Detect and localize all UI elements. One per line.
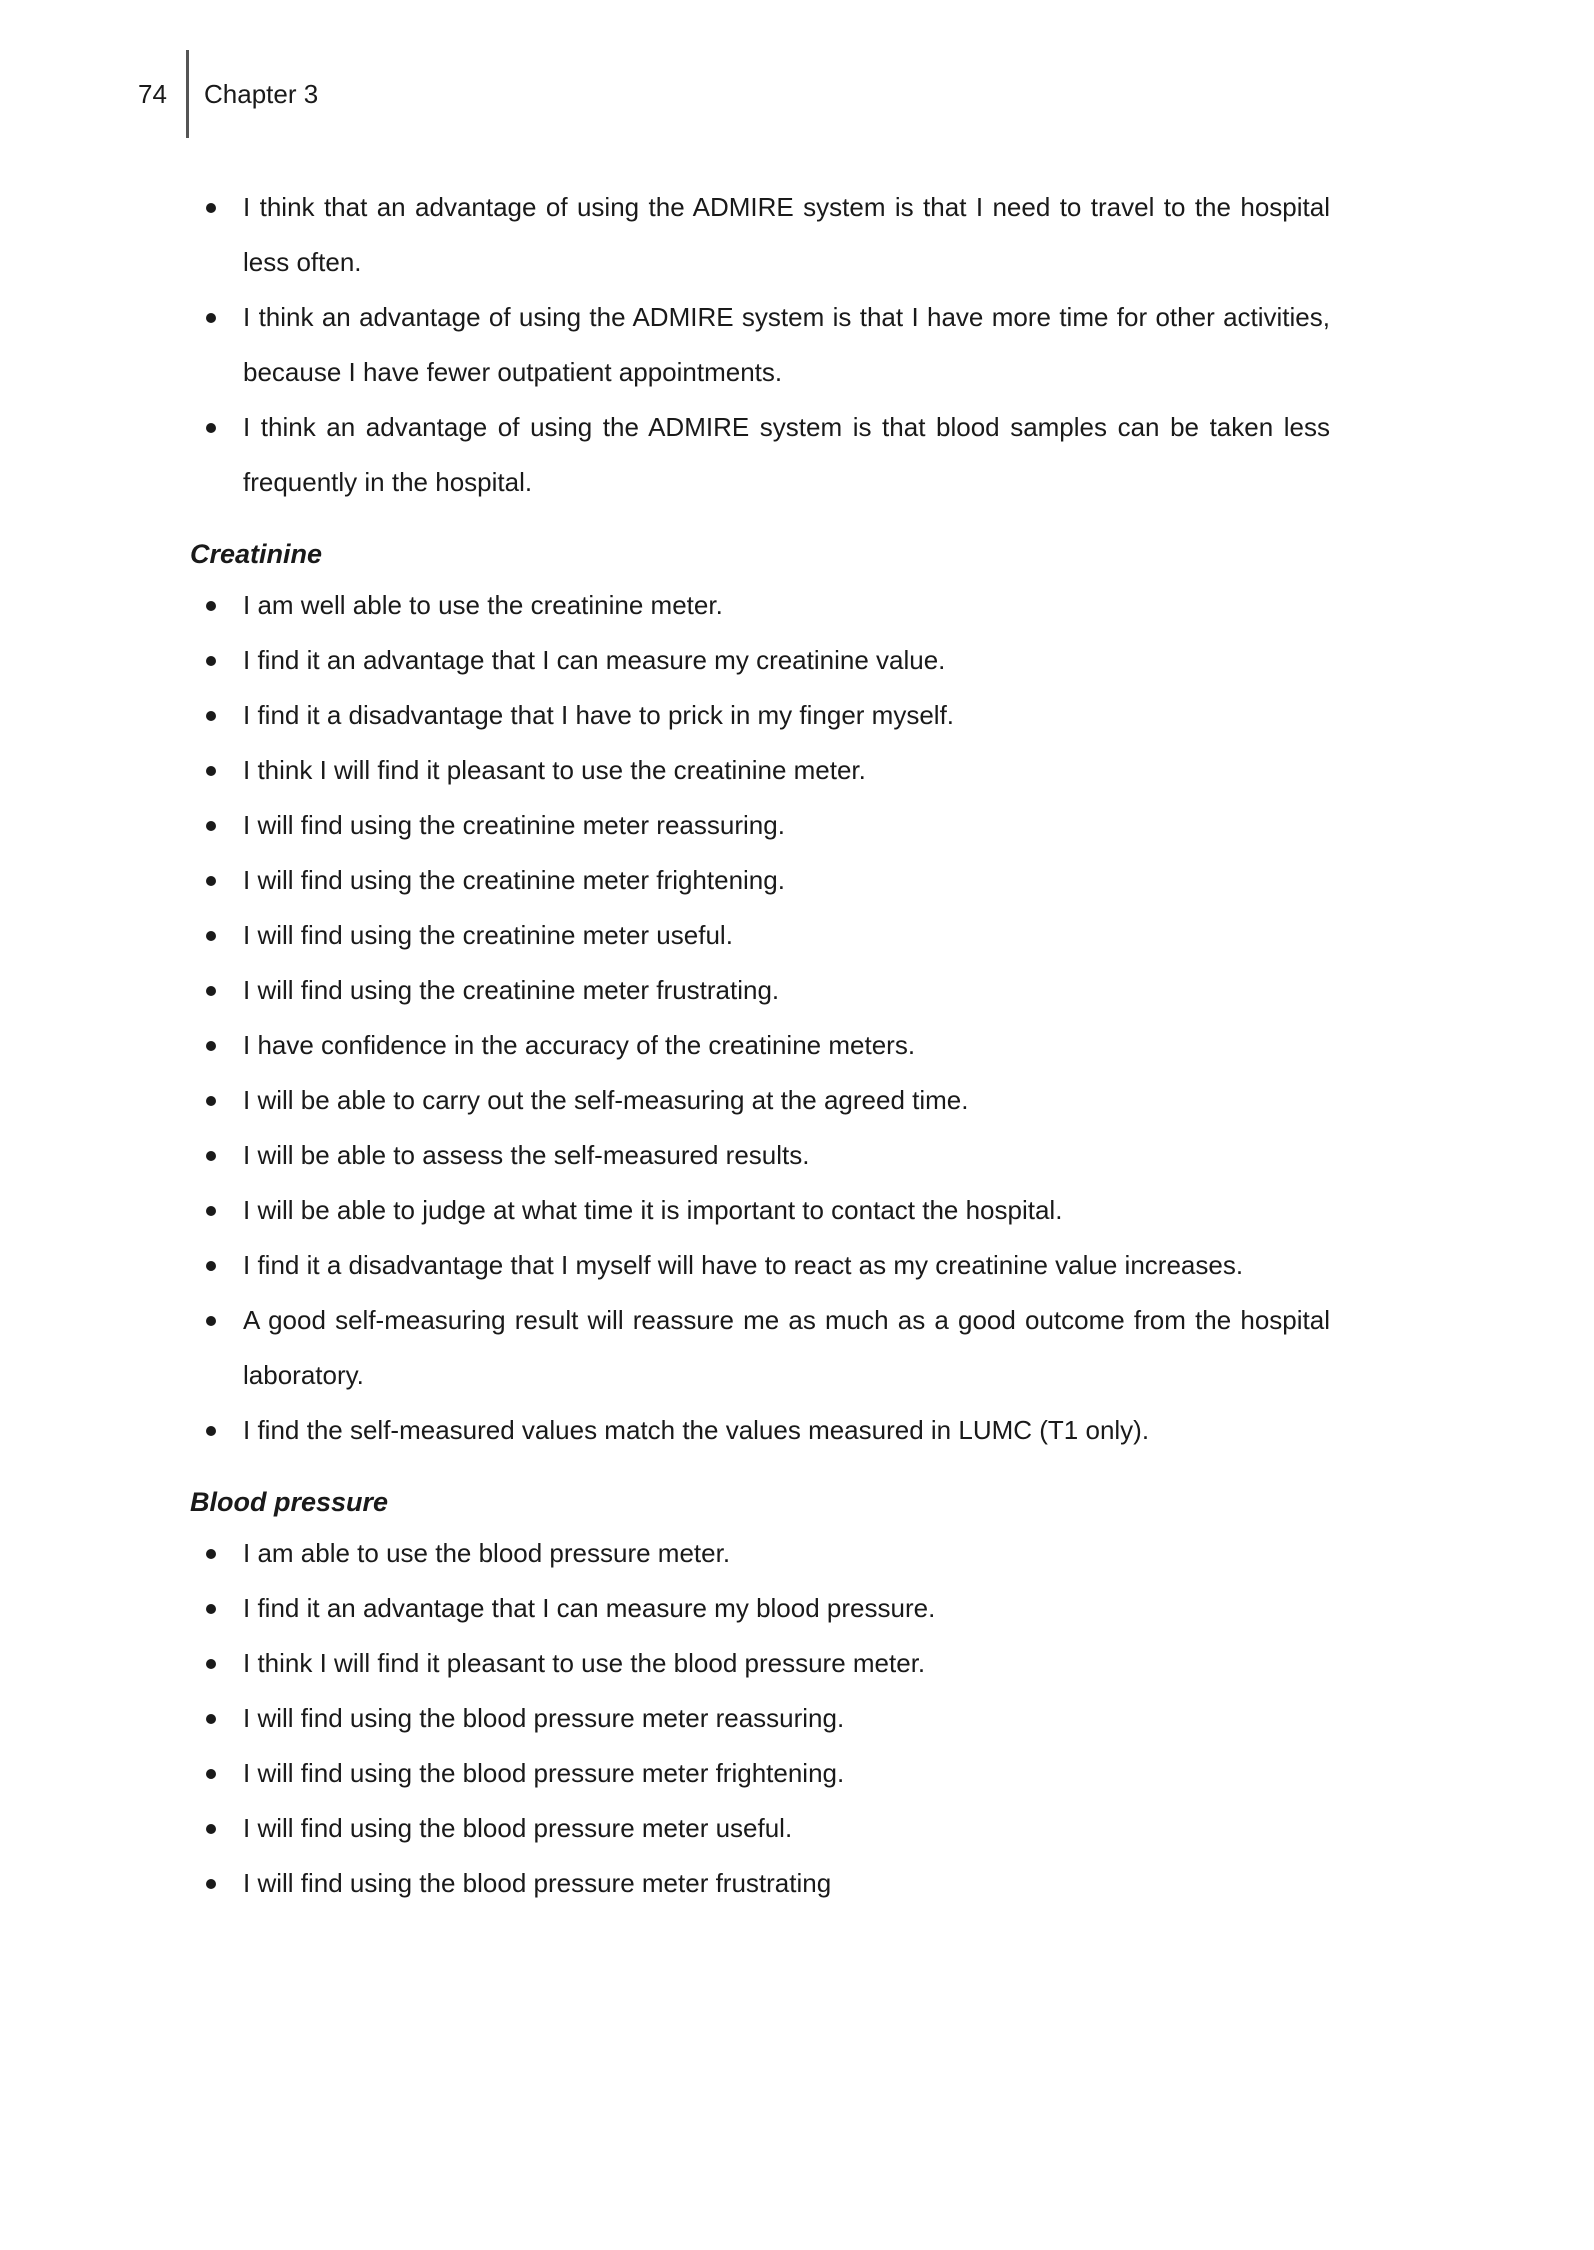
- list-item-text: I will find using the blood pressure meter frustrating: [243, 1868, 832, 1898]
- list-item: [190, 908, 1330, 963]
- bullet-icon: [206, 601, 216, 611]
- list-item-text: I find it an advantage that I can measure my blood pressure.: [243, 1593, 936, 1623]
- list-item-text: I will find using the blood pressure meter useful.: [243, 1813, 793, 1843]
- chapter-title: Chapter 3: [204, 79, 319, 109]
- list-item: [190, 633, 1330, 688]
- list-item: [190, 1073, 1330, 1128]
- bullet-icon: [206, 1206, 216, 1216]
- list-item-text: I will be able to assess the self-measured results.: [243, 1140, 810, 1170]
- list-item-text: I find it an advantage that I can measure my creatinine value.: [243, 645, 946, 675]
- bullet-icon: [206, 1714, 216, 1724]
- list-item: [190, 1746, 1330, 1801]
- list-item: [190, 963, 1330, 1018]
- list-item: [190, 798, 1330, 853]
- list-item-text: I will be able to judge at what time it is important to contact the hospital.: [243, 1195, 1063, 1225]
- list-item: [190, 1238, 1330, 1293]
- list-item: [190, 688, 1330, 743]
- list-item-text: I find it a disadvantage that I myself will have to react as my creatinine value increases.: [243, 1250, 1244, 1280]
- list-item: [190, 400, 1330, 510]
- bullet-icon: [206, 766, 216, 776]
- bullet-icon: [206, 711, 216, 721]
- bullet-icon: [206, 656, 216, 666]
- list-item: [190, 1526, 1330, 1581]
- bullet-icon: [206, 1879, 216, 1889]
- bullet-icon: [206, 1604, 216, 1614]
- page-number: 74: [138, 79, 167, 109]
- list-item: [190, 1403, 1330, 1458]
- list-item-text: I think that an advantage of using the ADMIRE system is that I need to travel to the hospital less often.: [243, 192, 1330, 277]
- list-item: [190, 1018, 1330, 1073]
- list-item-text: I have confidence in the accuracy of the creatinine meters.: [243, 1030, 916, 1060]
- list-item: [190, 290, 1330, 400]
- list-item-text: I will find using the blood pressure meter frightening.: [243, 1758, 845, 1788]
- list-item-text: I find the self-measured values match the values measured in LUMC (T1 only).: [243, 1415, 1150, 1445]
- bullet-icon: [206, 1316, 216, 1326]
- bullet-icon: [206, 203, 216, 213]
- bullet-icon: [206, 1549, 216, 1559]
- bullet-icon: [206, 1426, 216, 1436]
- bullet-icon: [206, 1151, 216, 1161]
- list-item-text: I will find using the creatinine meter reassuring.: [243, 810, 785, 840]
- bullet-icon: [206, 1261, 216, 1271]
- bullet-icon: [206, 313, 216, 323]
- bullet-icon: [206, 876, 216, 886]
- bullet-icon: [206, 1096, 216, 1106]
- list-item: [190, 578, 1330, 633]
- list-item-text: I will find using the creatinine meter frightening.: [243, 865, 785, 895]
- list-item-text: I am able to use the blood pressure meter.: [243, 1538, 731, 1568]
- list-item-text: I am well able to use the creatinine meter.: [243, 590, 723, 620]
- bullet-icon: [206, 423, 216, 433]
- list-item: [190, 743, 1330, 798]
- list-item: [190, 1801, 1330, 1856]
- section-heading-blood-pressure: Blood pressure: [190, 1487, 389, 1517]
- section-heading-creatinine: Creatinine: [190, 539, 323, 569]
- list-item-text: I think an advantage of using the ADMIRE system is that blood samples can be taken less frequently in the hospital.: [243, 412, 1330, 497]
- list-item: [190, 1856, 1330, 1911]
- intro-list: [190, 180, 1330, 510]
- bullet-icon: [206, 1769, 216, 1779]
- list-item-text: I will find using the blood pressure meter reassuring.: [243, 1703, 845, 1733]
- blood-pressure-list: [190, 1526, 1330, 1911]
- list-item: [190, 1636, 1330, 1691]
- bullet-icon: [206, 931, 216, 941]
- list-item: [190, 1183, 1330, 1238]
- bullet-icon: [206, 1824, 216, 1834]
- bullet-icon: [206, 1041, 216, 1051]
- header-divider: [186, 50, 189, 138]
- list-item: [190, 1581, 1330, 1636]
- creatinine-list: [190, 578, 1330, 1458]
- list-item-text: I think I will find it pleasant to use the blood pressure meter.: [243, 1648, 926, 1678]
- list-item-text: I will be able to carry out the self-measuring at the agreed time.: [243, 1085, 969, 1115]
- list-item: [190, 1293, 1330, 1403]
- page-body: [190, 180, 1330, 1911]
- list-item: [190, 1691, 1330, 1746]
- page-header: [138, 50, 538, 138]
- list-item-text: I find it a disadvantage that I have to prick in my finger myself.: [243, 700, 955, 730]
- list-item-text: I think an advantage of using the ADMIRE system is that I have more time for other activities, because I have fewer outpatient appointments.: [243, 302, 1330, 387]
- list-item: [190, 180, 1330, 290]
- list-item-text: A good self-measuring result will reassure me as much as a good outcome from the hospital laboratory.: [243, 1305, 1330, 1390]
- bullet-icon: [206, 1659, 216, 1669]
- list-item: [190, 1128, 1330, 1183]
- list-item: [190, 853, 1330, 908]
- bullet-icon: [206, 821, 216, 831]
- bullet-icon: [206, 986, 216, 996]
- list-item-text: I will find using the creatinine meter frustrating.: [243, 975, 780, 1005]
- list-item-text: I will find using the creatinine meter useful.: [243, 920, 733, 950]
- list-item-text: I think I will find it pleasant to use the creatinine meter.: [243, 755, 866, 785]
